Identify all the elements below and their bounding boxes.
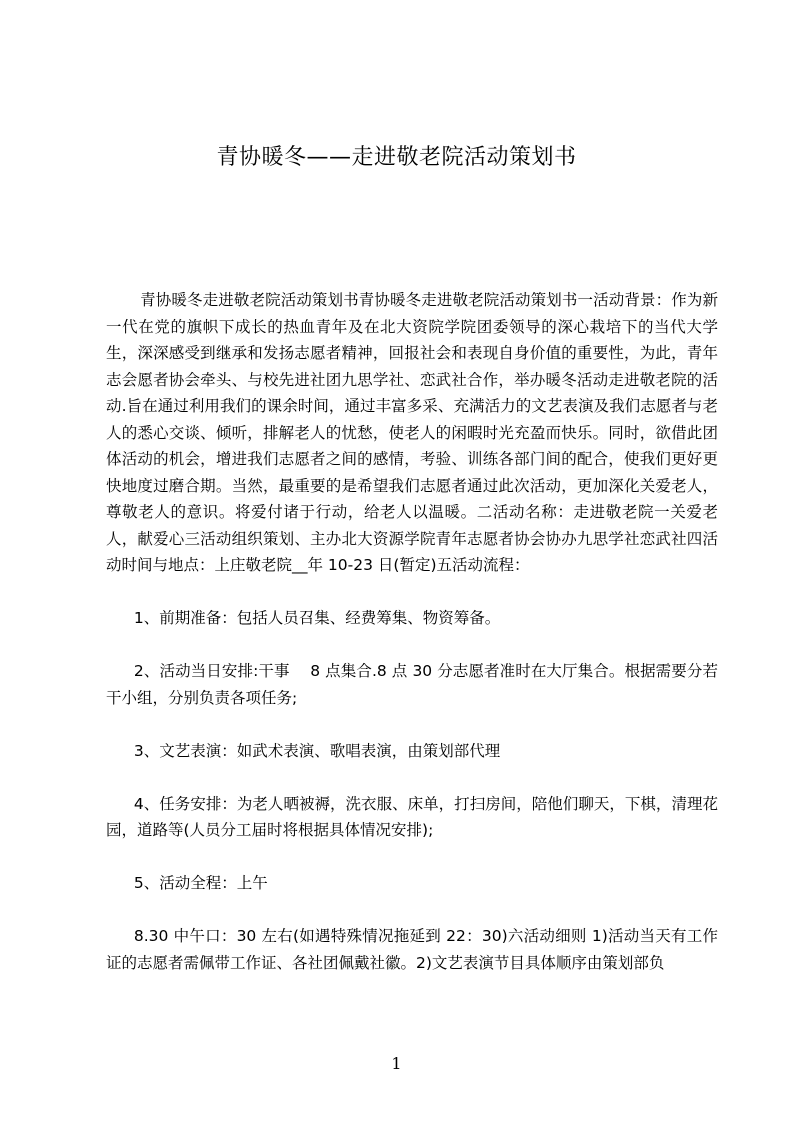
activity-details-paragraph: 8.30 中午口：30 左右(如遇特殊情况拖延到 22：30)六活动细则 1)活动当天有工作证的志愿者需佩带工作证、各社团佩戴社徽。2)文艺表演节目具体顺序由策划部负 bbox=[106, 927, 718, 972]
document-body bbox=[106, 287, 718, 976]
page-number: 1 bbox=[391, 1054, 402, 1073]
document-title: 青协暖冬——走进敬老院活动策划书 bbox=[216, 145, 577, 170]
background-paragraph: 青协暖冬走进敬老院活动策划书青协暖冬走进敬老院活动策划书一活动背景：作为新一代在党的旗帜下成长的热血青年及在北大资院学院团委领导的深心栽培下的当代大学生，深深感受到继承和发扬志愿者精神，回报社会和表现自身价值的重要性，为此，青年志会愿者协会牵头、与校先进社团九思学社、恋武社合作，举办暖冬活动走进敬老院的活动.旨在通过利用我们的课余时间，通过丰富多采、充满活力的文艺表演及我们志愿者与老人的悉心交谈、倾听，排解老人的忧愁，使老人的闲暇时光充盈而快乐。同时，欲借此团体活动的机会，增进我们志愿者之间的感情，考验、训练各部门间的配合，使我们更好更快地度过磨合期。当然，最重要的是希望我们志愿者通过此次活动，更加深化关爱老人，尊敬老人的意识。将爱付诸于行动，给老人以温暖。二活动名称：走进敬老院一关爱老人，献爱心三活动组织策划、主办北大资源学院青年志愿者协会协办九思学社恋武社四活动时间与地点：上庄敬老院__年 10-23 日(暂定)五活动流程： bbox=[106, 291, 718, 574]
process-item-day-schedule: 2、活动当日安排:干事 8 点集合.8 点 30 分志愿者准时在大厅集合。根据需要分若干小组，分别负责各项任务; bbox=[106, 662, 718, 707]
process-item-preparation: 1、前期准备：包括人员召集、经费筹集、物资筹备。 bbox=[133, 609, 501, 627]
process-item-task-assignment: 4、任务安排：为老人晒被褥，洗衣服、床单，打扫房间，陪他们聊天，下棋，清理花园，道路等(人员分工届时将根据具体情况安排); bbox=[106, 794, 718, 839]
process-item-performance: 3、文艺表演：如武术表演、歌唱表演，由策划部代理 bbox=[133, 741, 501, 760]
process-item-full-schedule: 5、活动全程：上午 bbox=[133, 874, 268, 892]
